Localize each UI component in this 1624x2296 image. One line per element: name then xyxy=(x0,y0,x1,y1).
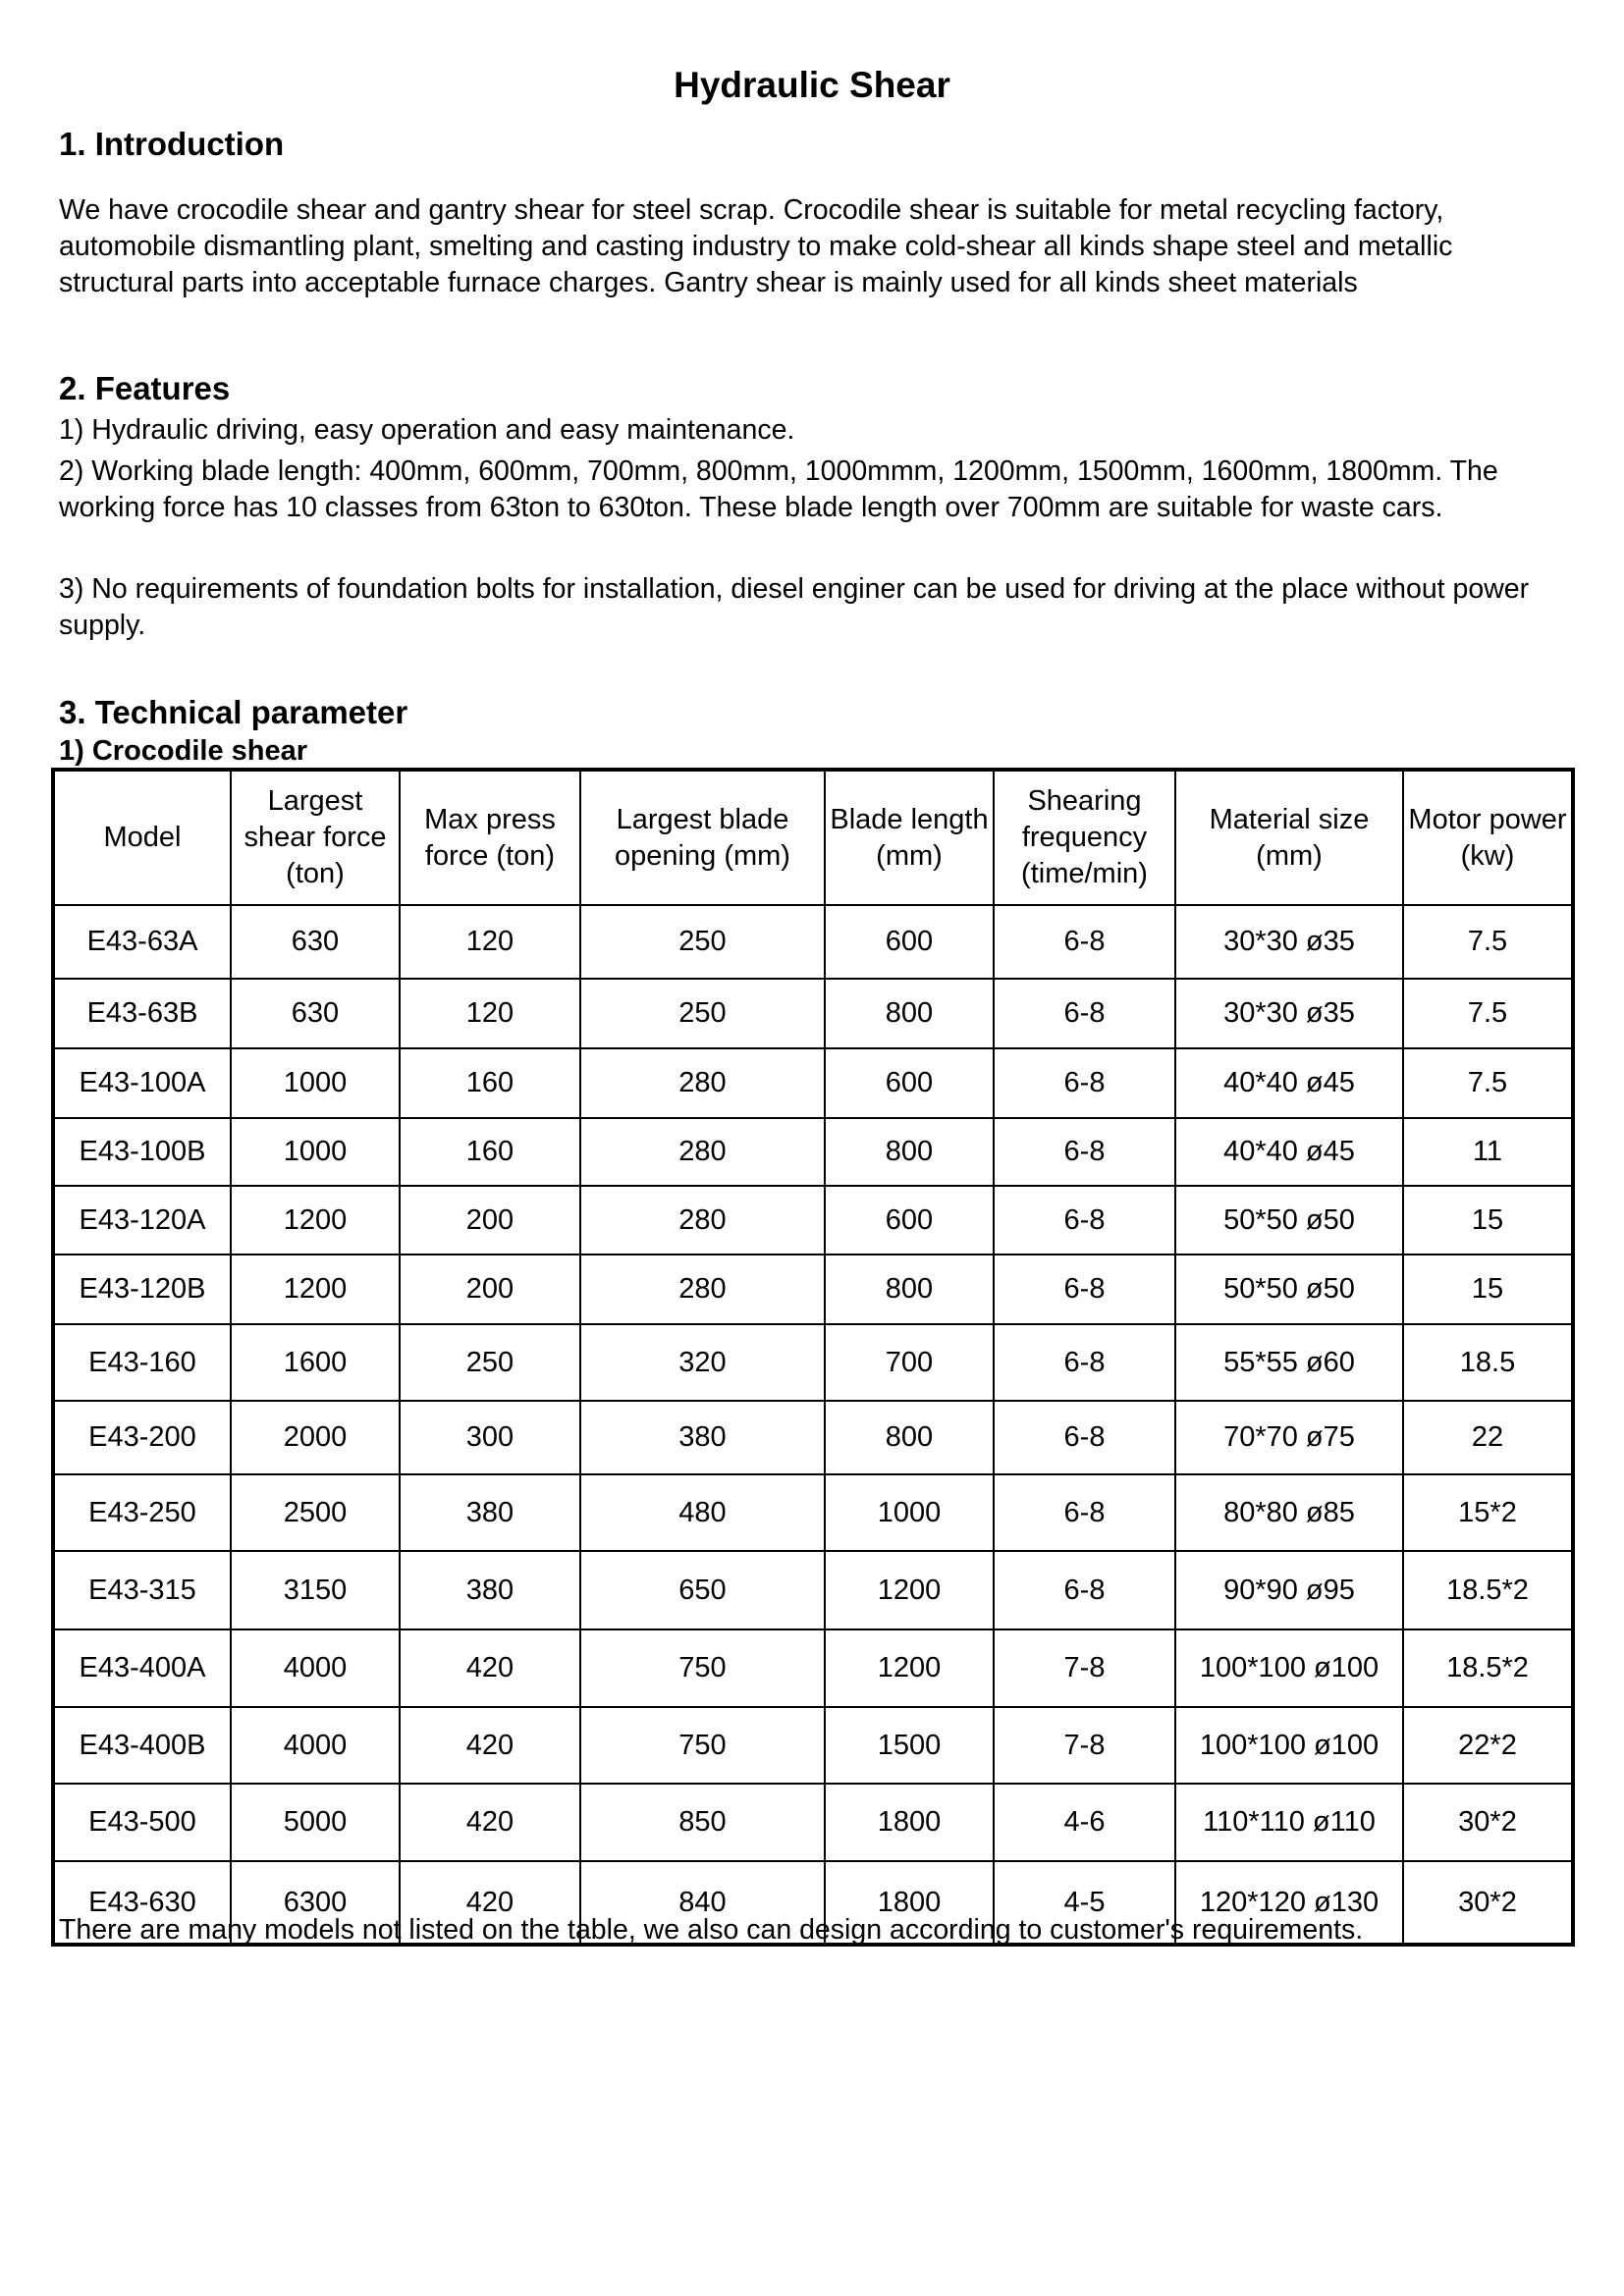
cell-frequency: 6-8 xyxy=(994,1255,1175,1324)
introduction-heading: 1. Introduction xyxy=(59,126,285,162)
cell-motor-power: 15 xyxy=(1403,1186,1573,1255)
cell-motor-power: 18.5 xyxy=(1403,1324,1573,1401)
cell-material-size: 70*70 ø75 xyxy=(1175,1401,1403,1474)
cell-frequency: 6-8 xyxy=(994,1324,1175,1401)
page-title: Hydraulic Shear xyxy=(674,65,950,105)
cell-blade-opening: 380 xyxy=(580,1401,825,1474)
cell-frequency: 7-8 xyxy=(994,1629,1175,1707)
cell-model: E43-250 xyxy=(53,1474,231,1551)
cell-motor-power: 30*2 xyxy=(1403,1784,1573,1861)
cell-material-size: 30*30 ø35 xyxy=(1175,979,1403,1048)
introduction-text: We have crocodile shear and gantry shear for steel scrap. Crocodile shear is suitable for metal recycling factory, automobile dismantling plant, smelting and casting industry to make cold-shear all kinds shape steel and metallic structural parts into acceptable furnace charges. Gantry shear is mainly used for all kinds sheet materials xyxy=(59,194,1453,298)
cell-shear-force: 630 xyxy=(231,905,400,979)
cell-blade-opening: 280 xyxy=(580,1255,825,1324)
cell-press-force: 200 xyxy=(400,1255,580,1324)
cell-frequency: 6-8 xyxy=(994,1186,1175,1255)
cell-blade-opening: 750 xyxy=(580,1707,825,1784)
cell-shear-force: 4000 xyxy=(231,1629,400,1707)
cell-model: E43-100A xyxy=(53,1048,231,1118)
cell-frequency: 6-8 xyxy=(994,905,1175,979)
cell-frequency: 6-8 xyxy=(994,1401,1175,1474)
cell-motor-power: 15 xyxy=(1403,1255,1573,1324)
column-header-motor-power: Motor power (kw) xyxy=(1403,770,1573,905)
cell-shear-force: 630 xyxy=(231,979,400,1048)
column-header-press-force: Max press force (ton) xyxy=(400,770,580,905)
cell-press-force: 420 xyxy=(400,1629,580,1707)
table-row xyxy=(53,1629,1573,1707)
cell-shear-force: 1600 xyxy=(231,1324,400,1401)
cell-motor-power: 30*2 xyxy=(1403,1861,1573,1945)
cell-model: E43-630 xyxy=(53,1861,231,1945)
cell-motor-power: 7.5 xyxy=(1403,905,1573,979)
cell-shear-force: 1200 xyxy=(231,1255,400,1324)
cell-material-size: 80*80 ø85 xyxy=(1175,1474,1403,1551)
cell-frequency: 6-8 xyxy=(994,1474,1175,1551)
table-row xyxy=(53,1324,1573,1401)
cell-model: E43-100B xyxy=(53,1118,231,1186)
cell-shear-force: 3150 xyxy=(231,1551,400,1629)
cell-press-force: 420 xyxy=(400,1861,580,1945)
column-header-material-size: Material size (mm) xyxy=(1175,770,1403,905)
cell-blade-length: 1500 xyxy=(825,1707,994,1784)
cell-material-size: 50*50 ø50 xyxy=(1175,1186,1403,1255)
cell-model: E43-400A xyxy=(53,1629,231,1707)
cell-material-size: 55*55 ø60 xyxy=(1175,1324,1403,1401)
features-heading: 2. Features xyxy=(59,370,231,406)
table-header-row xyxy=(53,770,1573,905)
cell-motor-power: 22 xyxy=(1403,1401,1573,1474)
cell-frequency: 7-8 xyxy=(994,1707,1175,1784)
cell-press-force: 420 xyxy=(400,1784,580,1861)
cell-frequency: 4-6 xyxy=(994,1784,1175,1861)
cell-blade-opening: 280 xyxy=(580,1048,825,1118)
cell-material-size: 120*120 ø130 xyxy=(1175,1861,1403,1945)
cell-shear-force: 6300 xyxy=(231,1861,400,1945)
cell-model: E43-120B xyxy=(53,1255,231,1324)
table-row xyxy=(53,1048,1573,1118)
cell-material-size: 40*40 ø45 xyxy=(1175,1048,1403,1118)
table-row xyxy=(53,1707,1573,1784)
cell-blade-length: 1000 xyxy=(825,1474,994,1551)
feature-item-2: 2) Working blade length: 400mm, 600mm, 700mm, 800mm, 1000mmm, 1200mm, 1500mm, 1600mm, 1800mm. The working force has 10 classes from 63ton to 630ton. These blade length over 700mm are suitable for waste cars. xyxy=(59,455,1498,523)
cell-press-force: 300 xyxy=(400,1401,580,1474)
cell-frequency: 4-5 xyxy=(994,1861,1175,1945)
cell-shear-force: 1200 xyxy=(231,1186,400,1255)
cell-press-force: 120 xyxy=(400,905,580,979)
cell-blade-length: 600 xyxy=(825,1048,994,1118)
cell-blade-opening: 250 xyxy=(580,905,825,979)
cell-blade-length: 1200 xyxy=(825,1629,994,1707)
cell-material-size: 30*30 ø35 xyxy=(1175,905,1403,979)
cell-motor-power: 22*2 xyxy=(1403,1707,1573,1784)
cell-motor-power: 18.5*2 xyxy=(1403,1629,1573,1707)
cell-blade-length: 800 xyxy=(825,1401,994,1474)
cell-model: E43-400B xyxy=(53,1707,231,1784)
cell-model: E43-500 xyxy=(53,1784,231,1861)
cell-shear-force: 5000 xyxy=(231,1784,400,1861)
cell-press-force: 380 xyxy=(400,1474,580,1551)
cell-frequency: 6-8 xyxy=(994,1118,1175,1186)
cell-model: E43-200 xyxy=(53,1401,231,1474)
column-header-model: Model xyxy=(53,770,231,905)
column-header-shear-force: Largest shear force (ton) xyxy=(231,770,400,905)
table-row xyxy=(53,1118,1573,1186)
technical-subheading: 1) Crocodile shear xyxy=(59,735,308,767)
cell-blade-length: 600 xyxy=(825,1186,994,1255)
cell-material-size: 110*110 ø110 xyxy=(1175,1784,1403,1861)
cell-material-size: 100*100 ø100 xyxy=(1175,1707,1403,1784)
cell-material-size: 100*100 ø100 xyxy=(1175,1629,1403,1707)
cell-blade-length: 700 xyxy=(825,1324,994,1401)
cell-frequency: 6-8 xyxy=(994,979,1175,1048)
cell-model: E43-63A xyxy=(53,905,231,979)
cell-blade-length: 1200 xyxy=(825,1551,994,1629)
cell-blade-opening: 480 xyxy=(580,1474,825,1551)
cell-frequency: 6-8 xyxy=(994,1551,1175,1629)
cell-frequency: 6-8 xyxy=(994,1048,1175,1118)
cell-model: E43-63B xyxy=(53,979,231,1048)
table-row xyxy=(53,979,1573,1048)
column-header-frequency: Shearing frequency (time/min) xyxy=(994,770,1175,905)
table-row xyxy=(53,905,1573,979)
cell-blade-length: 1800 xyxy=(825,1861,994,1945)
table-row xyxy=(53,1186,1573,1255)
feature-item-1: 1) Hydraulic driving, easy operation and easy maintenance. xyxy=(59,414,795,446)
cell-blade-opening: 650 xyxy=(580,1551,825,1629)
cell-shear-force: 1000 xyxy=(231,1118,400,1186)
spec-table xyxy=(51,768,1575,1947)
cell-material-size: 40*40 ø45 xyxy=(1175,1118,1403,1186)
table-body xyxy=(53,905,1573,1945)
cell-blade-opening: 320 xyxy=(580,1324,825,1401)
cell-blade-length: 800 xyxy=(825,1118,994,1186)
cell-blade-length: 800 xyxy=(825,979,994,1048)
cell-motor-power: 11 xyxy=(1403,1118,1573,1186)
table-row xyxy=(53,1255,1573,1324)
cell-blade-opening: 280 xyxy=(580,1118,825,1186)
cell-motor-power: 15*2 xyxy=(1403,1474,1573,1551)
cell-blade-opening: 840 xyxy=(580,1861,825,1945)
cell-blade-length: 1800 xyxy=(825,1784,994,1861)
table-row xyxy=(53,1401,1573,1474)
cell-model: E43-315 xyxy=(53,1551,231,1629)
cell-press-force: 200 xyxy=(400,1186,580,1255)
cell-motor-power: 7.5 xyxy=(1403,1048,1573,1118)
cell-model: E43-120A xyxy=(53,1186,231,1255)
cell-press-force: 380 xyxy=(400,1551,580,1629)
cell-press-force: 120 xyxy=(400,979,580,1048)
table-row xyxy=(53,1784,1573,1861)
cell-material-size: 50*50 ø50 xyxy=(1175,1255,1403,1324)
cell-blade-opening: 250 xyxy=(580,979,825,1048)
cell-press-force: 420 xyxy=(400,1707,580,1784)
cell-press-force: 250 xyxy=(400,1324,580,1401)
cell-blade-opening: 850 xyxy=(580,1784,825,1861)
technical-heading: 3. Technical parameter xyxy=(59,694,408,730)
cell-motor-power: 18.5*2 xyxy=(1403,1551,1573,1629)
feature-item-3: 3) No requirements of foundation bolts for installation, diesel enginer can be used for driving at the place without power supply. xyxy=(59,573,1530,641)
cell-blade-opening: 750 xyxy=(580,1629,825,1707)
cell-model: E43-160 xyxy=(53,1324,231,1401)
cell-shear-force: 1000 xyxy=(231,1048,400,1118)
table-footnote: There are many models not listed on the table, we also can design according to customer's requirements. xyxy=(59,1914,1364,1946)
column-header-blade-opening: Largest blade opening (mm) xyxy=(580,770,825,905)
cell-motor-power: 7.5 xyxy=(1403,979,1573,1048)
column-header-blade-length: Blade length (mm) xyxy=(825,770,994,905)
cell-blade-opening: 280 xyxy=(580,1186,825,1255)
cell-blade-length: 800 xyxy=(825,1255,994,1324)
cell-press-force: 160 xyxy=(400,1048,580,1118)
cell-material-size: 90*90 ø95 xyxy=(1175,1551,1403,1629)
cell-shear-force: 2500 xyxy=(231,1474,400,1551)
cell-press-force: 160 xyxy=(400,1118,580,1186)
cell-shear-force: 4000 xyxy=(231,1707,400,1784)
cell-blade-length: 600 xyxy=(825,905,994,979)
table-row xyxy=(53,1474,1573,1551)
cell-shear-force: 2000 xyxy=(231,1401,400,1474)
table-row xyxy=(53,1551,1573,1629)
